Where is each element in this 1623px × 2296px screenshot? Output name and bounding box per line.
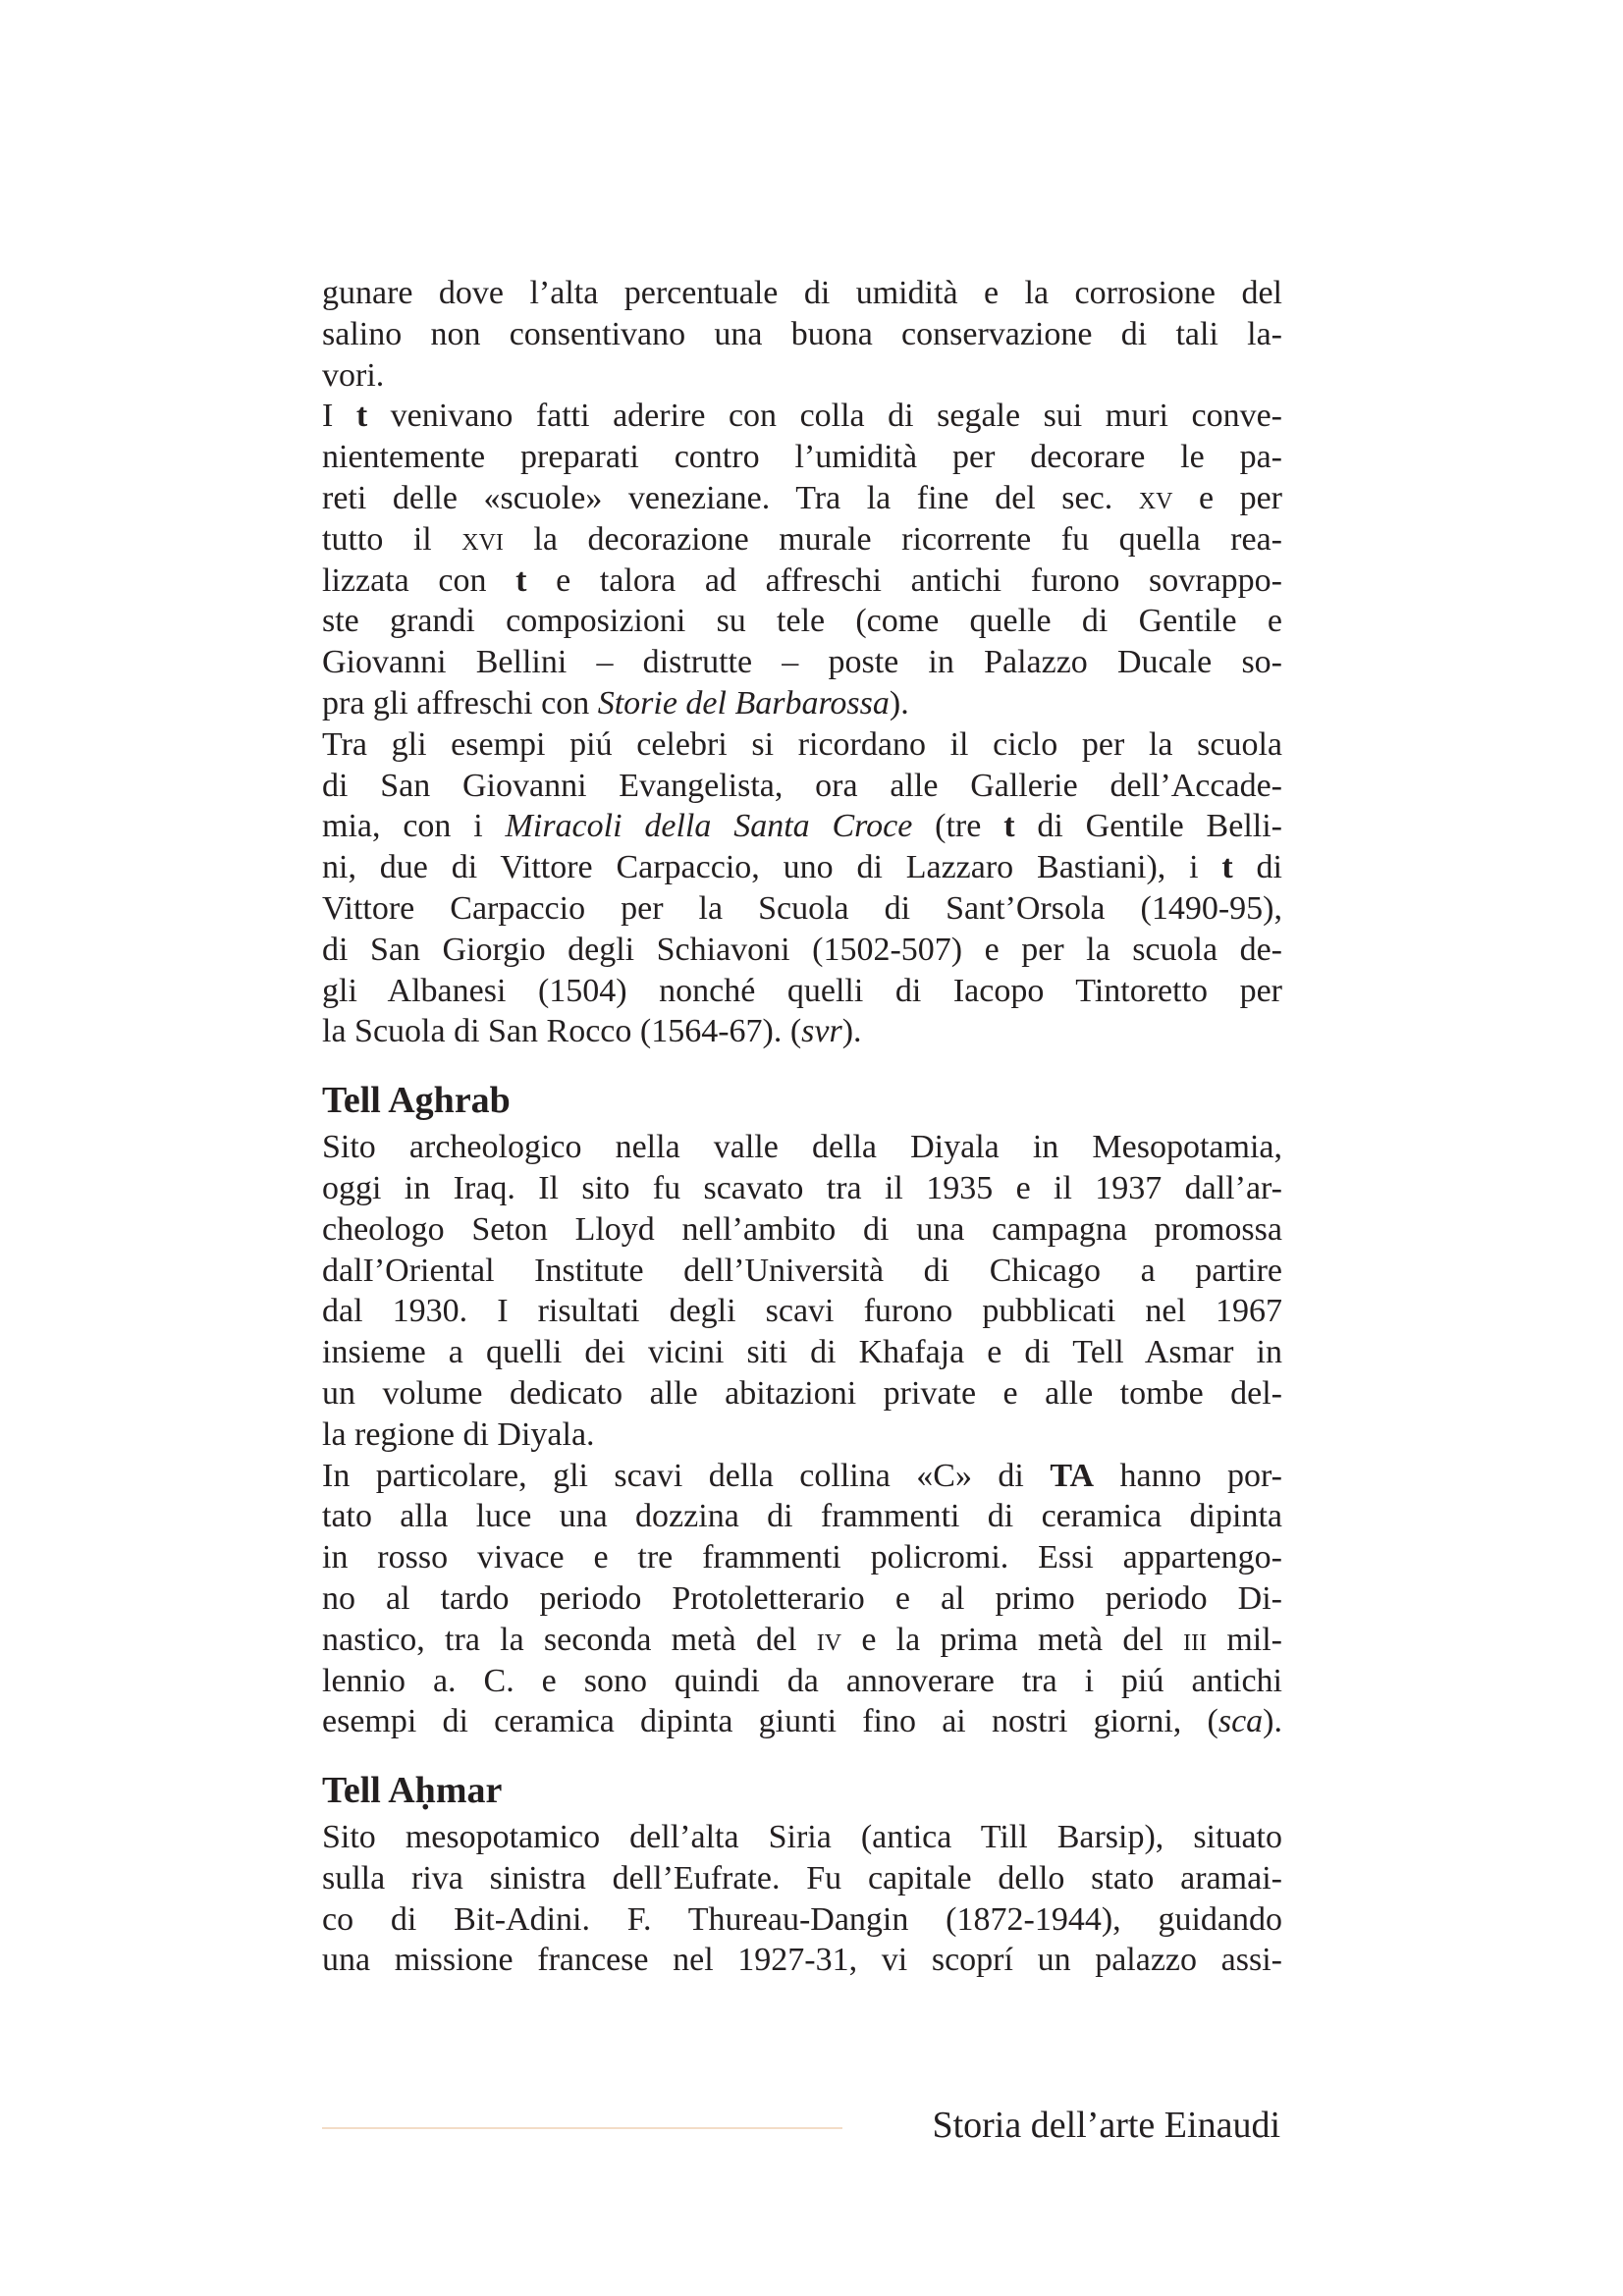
text-line: salino non consentivano una buona conservazione di tali la- [322, 315, 1282, 352]
text-line: esempi di ceramica dipinta giunti fino ai nostri giorni, (sca). [322, 1703, 1282, 1740]
millennium-numeral: iv [816, 1621, 842, 1658]
text-line: ni, due di Vittore Carpaccio, uno di Lazzaro Bastiani), i t di [322, 849, 1282, 886]
text-line: una missione francese nel 1927-31, vi scoprí un palazzo assi- [322, 1942, 1282, 1979]
text-line: sulla riva sinistra dell’Eufrate. Fu capitale dello stato aramai- [322, 1859, 1282, 1896]
text-line: vori. [322, 356, 385, 394]
text-line: reti delle «scuole» veneziane. Tra la fine del sec. xv e per [322, 479, 1282, 516]
millennium-numeral: iii [1183, 1621, 1208, 1658]
text-line: tutto il xvi la decorazione murale ricorrente fu quella rea- [322, 520, 1283, 558]
text-line: la regione di Diyala. [322, 1415, 595, 1453]
author-initials: svr [801, 1013, 842, 1050]
text-column [322, 273, 1282, 1981]
text-line: lizzata con t e talora ad affreschi antichi furono sovrappo- [322, 561, 1283, 599]
text-line: Sito mesopotamico dell’alta Siria (antica Till Barsip), situato [322, 1819, 1282, 1856]
text-line: tato alla luce una dozzina di frammenti di ceramica dipinta [322, 1498, 1282, 1535]
text-line: dalI’Oriental Institute dell’Università di Chicago a partire [322, 1252, 1282, 1289]
text-line: mia, con i Miracoli della Santa Croce (tre t di Gentile Belli- [322, 808, 1282, 845]
author-initials: sca [1217, 1703, 1264, 1740]
entry-heading-tell-aghrab: Tell Aghrab [322, 1080, 511, 1122]
text-line: ste grandi composizioni su tele (come quelle di Gentile e [322, 603, 1282, 640]
term-abbrev: t [1003, 808, 1015, 845]
text-line: di San Giorgio degli Schiavoni (1502-507) e per la scuola de- [322, 931, 1282, 968]
century-numeral: xvi [461, 520, 504, 558]
term-abbrev: t [515, 561, 527, 599]
text-line: co di Bit-Adini. F. Thureau-Dangin (1872-1944), guidando [322, 1900, 1282, 1938]
paragraph-examples [322, 724, 1282, 1052]
footer-publication-title: Storia dell’arte Einaudi [932, 2105, 1280, 2146]
text-line: Giovanni Bellini – distrutte – poste in Palazzo Ducale so- [322, 644, 1282, 681]
text-line: nastico, tra la seconda metà del iv e la prima metà del iii mil- [322, 1621, 1282, 1658]
intro-paragraph [322, 273, 1282, 396]
text-line: insieme a quelli dei vicini siti di Khafaja e di Tell Asmar in [322, 1334, 1282, 1371]
paragraph-aghrab-2 [322, 1456, 1282, 1743]
term-abbrev: t [355, 398, 368, 435]
work-title: Storie del Barbarossa [597, 684, 890, 721]
text-line: gli Albanesi (1504) nonché quelli di Iacopo Tintoretto per [322, 972, 1282, 1009]
text-line: In particolare, gli scavi della collina «C» di TA hanno por- [322, 1457, 1283, 1494]
paragraph-teleri [322, 396, 1282, 723]
text-line: Sito archeologico nella valle della Diyala in Mesopotamia, [322, 1129, 1282, 1166]
text-line: Vittore Carpaccio per la Scuola di Sant’Orsola (1490-95), [322, 889, 1282, 927]
text-line: gunare dove l’alta percentuale di umidità e la corrosione del [322, 275, 1282, 311]
work-title: Miracoli della Santa Croce [505, 808, 913, 845]
text-line: I t venivano fatti aderire con colla di segale sui muri conve- [322, 398, 1283, 435]
text-line: nientemente preparati contro l’umidità per decorare le pa- [322, 439, 1282, 476]
footer-rule [322, 2127, 842, 2129]
text-line: oggi in Iraq. Il sito fu scavato tra il 1935 e il 1937 dall’ar- [322, 1169, 1282, 1206]
term-abbrev: t [1221, 849, 1233, 886]
text-line: un volume dedicato alle abitazioni private e alle tombe del- [322, 1374, 1282, 1412]
text-line: lennio a. C. e sono quindi da annoverare tra i piú antichi [322, 1662, 1282, 1699]
text-line: pra gli affreschi con Storie del Barbarossa). [322, 684, 909, 721]
text-line: in rosso vivace e tre frammenti policromi. Essi appartengo- [322, 1539, 1282, 1576]
entry-abbrev: TA [1050, 1457, 1095, 1494]
paragraph-aghrab-1 [322, 1127, 1282, 1455]
entry-heading-tell-ahmar: Tell Aḥmar [322, 1770, 503, 1812]
text-line: dal 1930. I risultati degli scavi furono pubblicati nel 1967 [322, 1293, 1282, 1330]
paragraph-ahmar-1 [322, 1817, 1282, 1981]
century-numeral: xv [1138, 479, 1173, 516]
text-line: di San Giovanni Evangelista, ora alle Gallerie dell’Accade- [322, 767, 1282, 804]
text-line: Tra gli esempi piú celebri si ricordano il ciclo per la scuola [322, 725, 1282, 763]
text-line: la Scuola di San Rocco (1564-67). (svr). [322, 1013, 862, 1050]
text-line: no al tardo periodo Protoletterario e al primo periodo Di- [322, 1579, 1282, 1617]
text-line: cheologo Seton Lloyd nell’ambito di una campagna promossa [322, 1210, 1282, 1248]
